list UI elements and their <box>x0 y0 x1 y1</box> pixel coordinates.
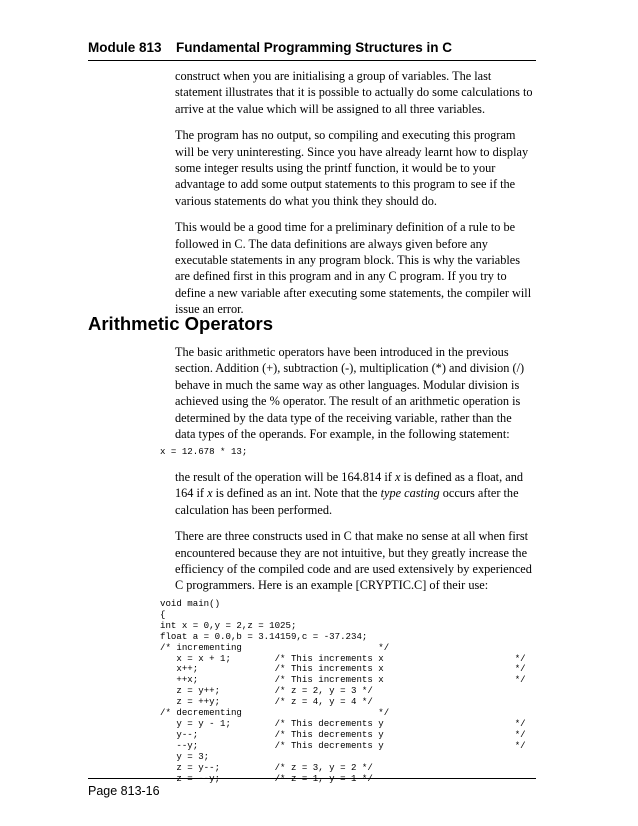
module-number: Module 813 <box>88 40 162 55</box>
page-number: Page 813-16 <box>88 784 160 798</box>
variable-x: x <box>207 486 213 501</box>
paragraph-initialising: construct when you are initialising a group of variables. The last statement illustrates that it is possible to actually do some calculations to arrive at the value which will be assigned to all three variables. <box>175 69 533 116</box>
operators-explanation <box>175 469 535 604</box>
type-casting-emphasis: type casting <box>380 486 440 501</box>
operators-intro <box>175 344 535 452</box>
paragraph-basic-operators: The basic arithmetic operators have been introduced in the previous section. Addition (+), subtraction (-), multiplication (*) and division (/) behave in much the same way as other languages. Modular division is achieved using the % operator. The result of an arithmetic operation is determined by the data type of the receiving variable, rather than the data types of the operands. For example, in the following statement: <box>175 345 525 442</box>
header-rule <box>88 60 536 61</box>
code-example-cryptic: void main() { int x = 0,y = 2,z = 1025; float a = 0.0,b = 3.14159,c = -37.234; /* incrementing */ x = x + 1; /* This increments x */ x++; /* This increments x */ ++x; /* This increments x */ z = y++; /* z = 2, y = 3 */ z = ++y; /* z = 4, y = 4 */ /* decrementing */ y = y - 1; /* This decrements y */ y--; /* This decrements y */ --y; /* This decrements y */ y = 3; z = y--; /* z = 3, y = 2 */ z = --y; /* z = 1, y = 1 */ <box>160 598 526 784</box>
paragraph-three-constructs: There are three constructs used in C that make no sense at all when first encountered because they are not intuitive, but they greatly increase the efficiency of the compiled code and are used extensively by experienced C programmers. Here is an example [CRYPTIC.C] of their use: <box>175 529 532 593</box>
paragraph-no-output: The program has no output, so compiling and executing this program will be very uninteresting. Since you have already learnt how to display some integer results using the printf function, it would be to your advantage to add some output statements to this program to see if the various statements do what you think they should do. <box>175 128 529 208</box>
section-heading: Arithmetic Operators <box>88 313 274 334</box>
page-header <box>88 40 536 55</box>
footer-rule <box>88 778 536 779</box>
paragraph-preliminary-rule: This would be a good time for a preliminary definition of a rule to be followed in C. The data definitions are always given before any executable statements in any program block. This is why the variables are defined first in this program and in any C program. If you try to define a new variable after executing some statements, the compiler will issue an error. <box>175 220 532 317</box>
module-title: Fundamental Programming Structures in C <box>176 40 453 55</box>
code-example-float: x = 12.678 * 13; <box>160 446 248 457</box>
paragraph-type-casting: the result of the operation will be 164.814 if x is defined as a float, and 164 if x is defined as an int. Note that the type casting occurs after the calculation has been performed. <box>175 470 523 517</box>
intro-block <box>175 68 535 328</box>
variable-x: x <box>394 470 401 484</box>
